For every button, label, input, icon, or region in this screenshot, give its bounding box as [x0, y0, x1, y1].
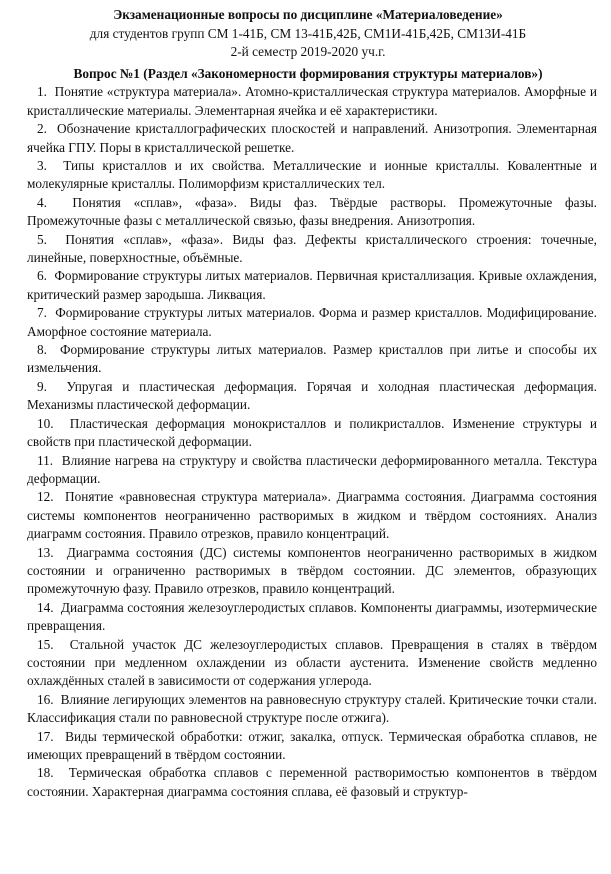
question-paragraph — [27, 488, 597, 543]
question-text: Влияние легирующих элементов на равновесную структуру сталей. Критические точки стали. Классификация стали по равновесной структуре после отжига). — [27, 691, 598, 726]
question-paragraph — [27, 452, 597, 489]
question-paragraph — [27, 728, 597, 765]
question-paragraph — [27, 120, 597, 157]
question-number: 7. — [37, 305, 47, 321]
question-number: 9. — [37, 378, 47, 394]
question-number: 6. — [37, 268, 47, 284]
question-number: 11. — [37, 452, 54, 468]
question-item — [27, 764, 597, 801]
question-number: 8. — [37, 342, 47, 358]
question-number: 14. — [37, 599, 54, 615]
question-item — [27, 728, 597, 765]
question-item — [27, 157, 597, 194]
question-paragraph — [27, 636, 597, 691]
question-number: 2. — [37, 121, 47, 137]
question-number: 10. — [37, 415, 54, 431]
question-item — [27, 378, 597, 415]
question-list — [27, 83, 597, 801]
question-paragraph — [27, 267, 597, 304]
student-groups: для студентов групп СМ 1-41Б, СМ 13-41Б,42Б, СМ1И-41Б,42Б, СМ13И-41Б — [89, 25, 527, 41]
question-text: Термическая обработка сплавов с переменной растворимостью компонентов в твёрдом состоянии. Характерная диаграмма состояния сплава, её фазовый и структур- — [27, 765, 597, 799]
question-item — [27, 544, 597, 599]
question-paragraph — [27, 304, 597, 341]
question-text: Упругая и пластическая деформация. Горячая и холодная пластическая деформация. Механизмы пластической деформации. — [27, 378, 597, 413]
question-item — [27, 304, 597, 341]
question-number: 4. — [37, 194, 47, 210]
question-text: Диаграмма состояния железоуглеродистых сплавов. Компоненты диаграммы, изотермические превращения. — [27, 599, 597, 634]
question-paragraph — [27, 231, 597, 268]
question-item — [27, 599, 597, 636]
question-paragraph — [27, 764, 597, 801]
question-number: 15. — [37, 636, 54, 652]
question-item — [27, 194, 597, 231]
section-title: Вопрос №1 (Раздел «Закономерности формирования структуры материалов») — [73, 65, 543, 81]
question-item — [27, 83, 597, 120]
question-item — [27, 691, 597, 728]
question-number: 1. — [37, 84, 47, 100]
question-text: Понятие «структура материала». Атомно-кристаллическая структура материалов. Аморфные и кристаллические материалы. Элементарная ячейка и её характеристики. — [27, 84, 597, 118]
question-paragraph — [27, 157, 597, 194]
question-paragraph — [27, 341, 597, 378]
question-paragraph — [27, 544, 597, 599]
question-number: 17. — [37, 728, 54, 744]
question-text: Диаграмма состояния (ДС) системы компонентов неограниченно растворимых в жидком состоянии и ограниченно растворимых в твёрдом состоянии. ДС элементов, образующих промежуточную фазу. Правило отрезков, правило концентраций. — [27, 544, 597, 597]
question-text: Пластическая деформация монокристаллов и поликристаллов. Изменение структуры и свойств при пластической деформации. — [27, 415, 597, 450]
question-text: Стальной участок ДС железоуглеродистых сплавов. Превращения в сталях в твёрдом состоянии при медленном охлаждении из области аустенита. Изменение свойств медленно охлаждённых сталей в зависимости от содержания углерода. — [27, 636, 597, 689]
question-number: 5. — [37, 231, 47, 247]
document-header — [19, 6, 597, 62]
question-text: Понятия «сплав», «фаза». Виды фаз. Твёрдые растворы. Промежуточные фазы. Промежуточные фазы с металлической связью, фазы внедрения. Анизотропия. — [27, 194, 597, 229]
question-number: 18. — [37, 765, 54, 781]
question-item — [27, 415, 597, 452]
question-text: Обозначение кристаллографических плоскостей и направлений. Анизотропия. Элементарная ячейка ГПУ. Поры в кристаллической решетке. — [27, 121, 597, 155]
question-text: Формирование структуры литых материалов. Размер кристаллов при литье и способы их измельчения. — [27, 342, 597, 376]
question-number: 16. — [37, 691, 54, 707]
question-number: 13. — [37, 544, 54, 560]
question-text: Влияние нагрева на структуру и свойства пластически деформированного металла. Текстура деформации. — [27, 452, 597, 486]
question-item — [27, 341, 597, 378]
question-paragraph — [27, 378, 597, 415]
question-text: Понятия «сплав», «фаза». Виды фаз. Дефекты кристаллического строения: точечные, линейные, поверхностные, объёмные. — [27, 231, 597, 266]
question-paragraph — [27, 415, 597, 452]
question-number: 12. — [37, 489, 54, 505]
question-text: Понятие «равновесная структура материала». Диаграмма состояния. Диаграмма состояния системы компонентов неограниченно растворимых в жидком и твёрдом состояниях. Анализ диаграмм состояния. Правило отрезков, правило концентраций. — [27, 489, 597, 542]
question-text: Виды термической обработки: отжиг, закалка, отпуск. Термическая обработка сплавов, не имеющих превращений в твёрдом состоянии. — [27, 728, 597, 762]
question-number: 3. — [37, 158, 47, 173]
question-item — [27, 452, 597, 489]
question-paragraph — [27, 599, 597, 636]
question-text: Формирование структуры литых материалов. Первичная кристаллизация. Кривые охлаждения, критический размер зародыша. Ликвация. — [27, 268, 597, 302]
document-title: Экзаменационные вопросы по дисциплине «Материаловедение» — [113, 7, 503, 22]
semester-line: 2-й семестр 2019-2020 уч.г. — [230, 44, 386, 60]
question-paragraph — [27, 691, 597, 728]
question-paragraph — [27, 194, 597, 231]
question-text: Формирование структуры литых материалов. Форма и размер кристаллов. Модифицирование. Аморфное состояние материала. — [27, 305, 597, 339]
question-item — [27, 636, 597, 691]
question-paragraph — [27, 83, 597, 120]
question-item — [27, 120, 597, 157]
question-item — [27, 267, 597, 304]
question-item — [27, 488, 597, 543]
question-text: Типы кристаллов и их свойства. Металлические и ионные кристаллы. Ковалентные и молекулярные кристаллы. Полиморфизм кристаллических тел. — [27, 158, 597, 192]
question-item — [27, 231, 597, 268]
